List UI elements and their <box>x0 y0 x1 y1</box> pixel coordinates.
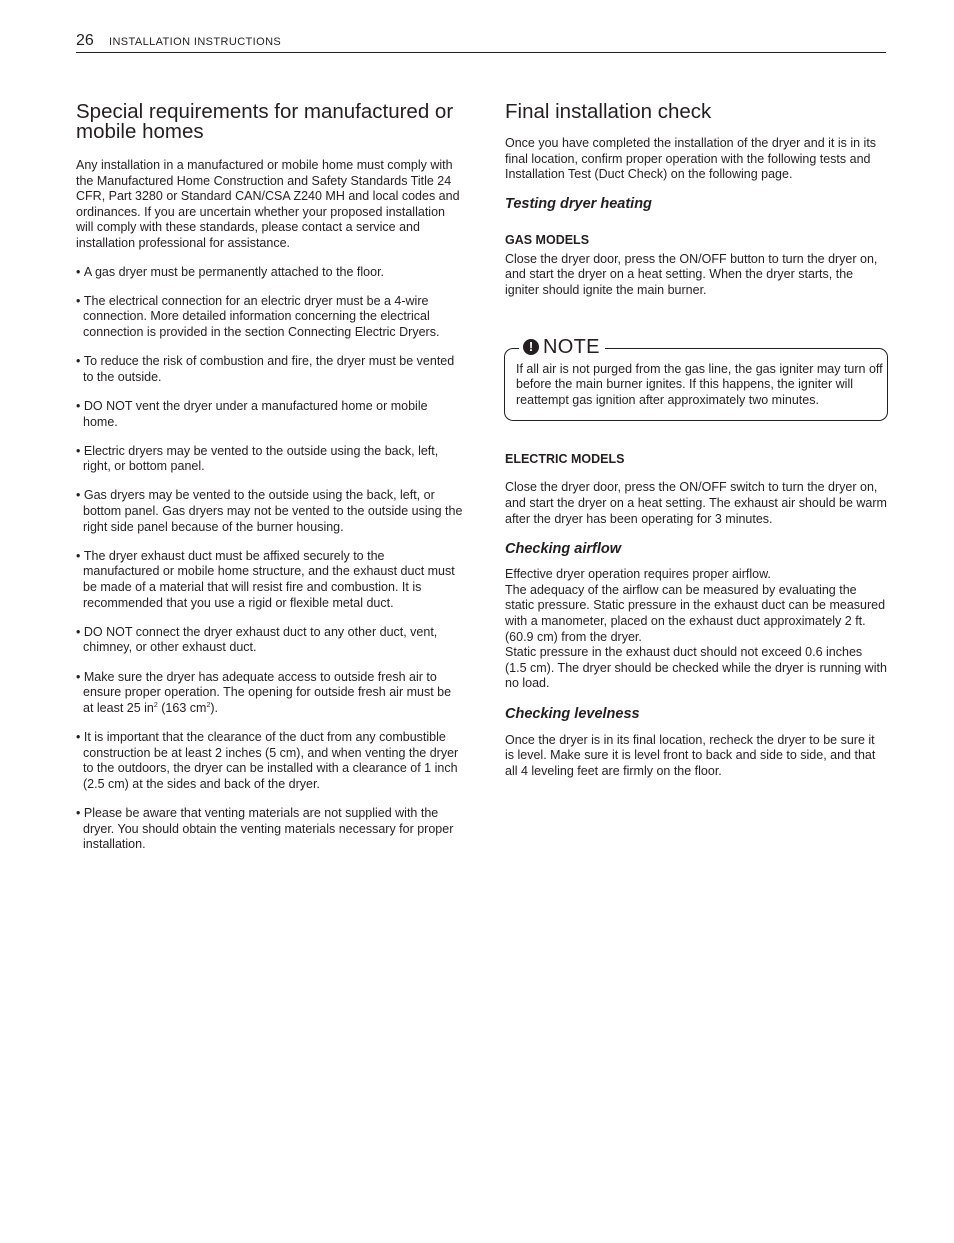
fresh-air-text-metric: (163 cm <box>157 700 207 715</box>
electric-models-text: Close the dryer door, press the ON/OFF switch to turn the dryer on, and start the dryer on a heat setting. The exhaust air should be warm after the dryer has been operating for 3 minutes. <box>505 480 887 526</box>
note-text: If all air is not purged from the gas line, the gas igniter may turn off before the main burner ignites. If this happens, the igniter will reattempt gas ignition after approximately two minutes. <box>516 361 883 407</box>
list-item: • DO NOT connect the dryer exhaust duct to any other duct, vent, chimney, or other exhaust duct. <box>76 625 464 656</box>
list-item: • Please be aware that venting materials are not supplied with the dryer. You should obtain the venting materials necessary for proper installation. <box>76 806 464 853</box>
page-number: 26 <box>76 32 94 49</box>
warning-icon: ! <box>523 339 539 355</box>
superscript: 2 <box>153 701 158 709</box>
fresh-air-text: Make sure the dryer has adequate access to outside fresh air to ensure proper operation. The opening for outside fresh air must be at least 25 in <box>83 669 452 715</box>
right-column <box>505 102 887 780</box>
left-column <box>76 102 464 866</box>
checking-levelness-heading: Checking levelness <box>505 705 640 722</box>
final-check-intro: Once you have completed the installation of the dryer and it is in its final location, confirm proper operation with the following tests and Installation Test (Duct Check) on the following page. <box>505 136 877 182</box>
final-check-title: Final installation check <box>505 100 712 123</box>
fresh-air-text-end: ). <box>210 700 218 715</box>
mobile-homes-intro: Any installation in a manufactured or mobile home must comply with the Manufactured Home Construction and Safety Standards Title 24 CFR, Part 3280 or Standard CAN/CSA Z240 MH and local codes and ordinances. If you are uncertain whether your proposed installation will comply with these standards, please contact a service and installation professional for assistance. <box>76 158 460 250</box>
superscript: 2 <box>206 701 211 709</box>
list-item: • Gas dryers may be vented to the outside using the back, left, or bottom panel. Gas dryers may not be vented to the outside using the right side panel because of the burner housing. <box>76 488 464 535</box>
airflow-line: Static pressure in the exhaust duct should not exceed 0.6 inches (1.5 cm). The dryer should be checked while the dryer is running with no load. <box>505 645 887 691</box>
list-item: • A gas dryer must be permanently attached to the floor. <box>76 265 464 281</box>
note-box <box>504 335 888 422</box>
list-item: • The electrical connection for an electric dryer must be a 4-wire connection. More detailed information concerning the electrical connection is provided in the section Connecting Electric Dryers. <box>76 294 464 341</box>
page-header <box>76 31 886 53</box>
note-label <box>519 336 605 358</box>
requirements-list <box>76 265 464 853</box>
mobile-homes-title: Special requirements for manufactured or mobile homes <box>76 100 454 143</box>
list-item: • It is important that the clearance of the duct from any combustible construction be at least 2 inches (5 cm), and when venting the dryer to the outdoors, the dryer can be installed with a clearance of 1 inch (2.5 cm) at the sides and back of the dryer. <box>76 730 464 792</box>
electric-models-heading: ELECTRIC MODELS <box>505 452 625 467</box>
gas-models-heading: GAS MODELS <box>505 232 590 247</box>
levelness-text: Once the dryer is in its final location, recheck the dryer to be sure it is level. Make sure it is level front to back and side to side, and that all 4 leveling feet are firmly on the floor. <box>505 732 876 779</box>
checking-airflow-heading: Checking airflow <box>505 541 622 558</box>
testing-heating-heading: Testing dryer heating <box>505 195 652 212</box>
airflow-line: The adequacy of the airflow can be measured by evaluating the static pressure. Static pressure in the exhaust duct can be measured with a manometer, placed on the exhaust duct approximately 2 ft. (60.9 cm) from the dryer. <box>505 582 886 644</box>
airflow-line: Effective dryer operation requires proper airflow. <box>505 567 771 582</box>
note-title: NOTE <box>543 335 600 358</box>
running-head: INSTALLATION INSTRUCTIONS <box>109 36 282 48</box>
list-item: • Electric dryers may be vented to the outside using the back, left, right, or bottom panel. <box>76 444 464 475</box>
list-item-fresh-air <box>76 670 464 717</box>
list-item: • To reduce the risk of combustion and fire, the dryer must be vented to the outside. <box>76 354 464 385</box>
gas-models-text: Close the dryer door, press the ON/OFF button to turn the dryer on, and start the dryer on a heat setting. When the dryer starts, the igniter should ignite the main burner. <box>505 251 878 297</box>
list-item: • The dryer exhaust duct must be affixed securely to the manufactured or mobile home structure, and the exhaust duct must be made of a material that will resist fire and combustion. It is recommended that you use a rigid or flexible metal duct. <box>76 549 464 611</box>
list-item: • DO NOT vent the dryer under a manufactured home or mobile home. <box>76 399 464 430</box>
